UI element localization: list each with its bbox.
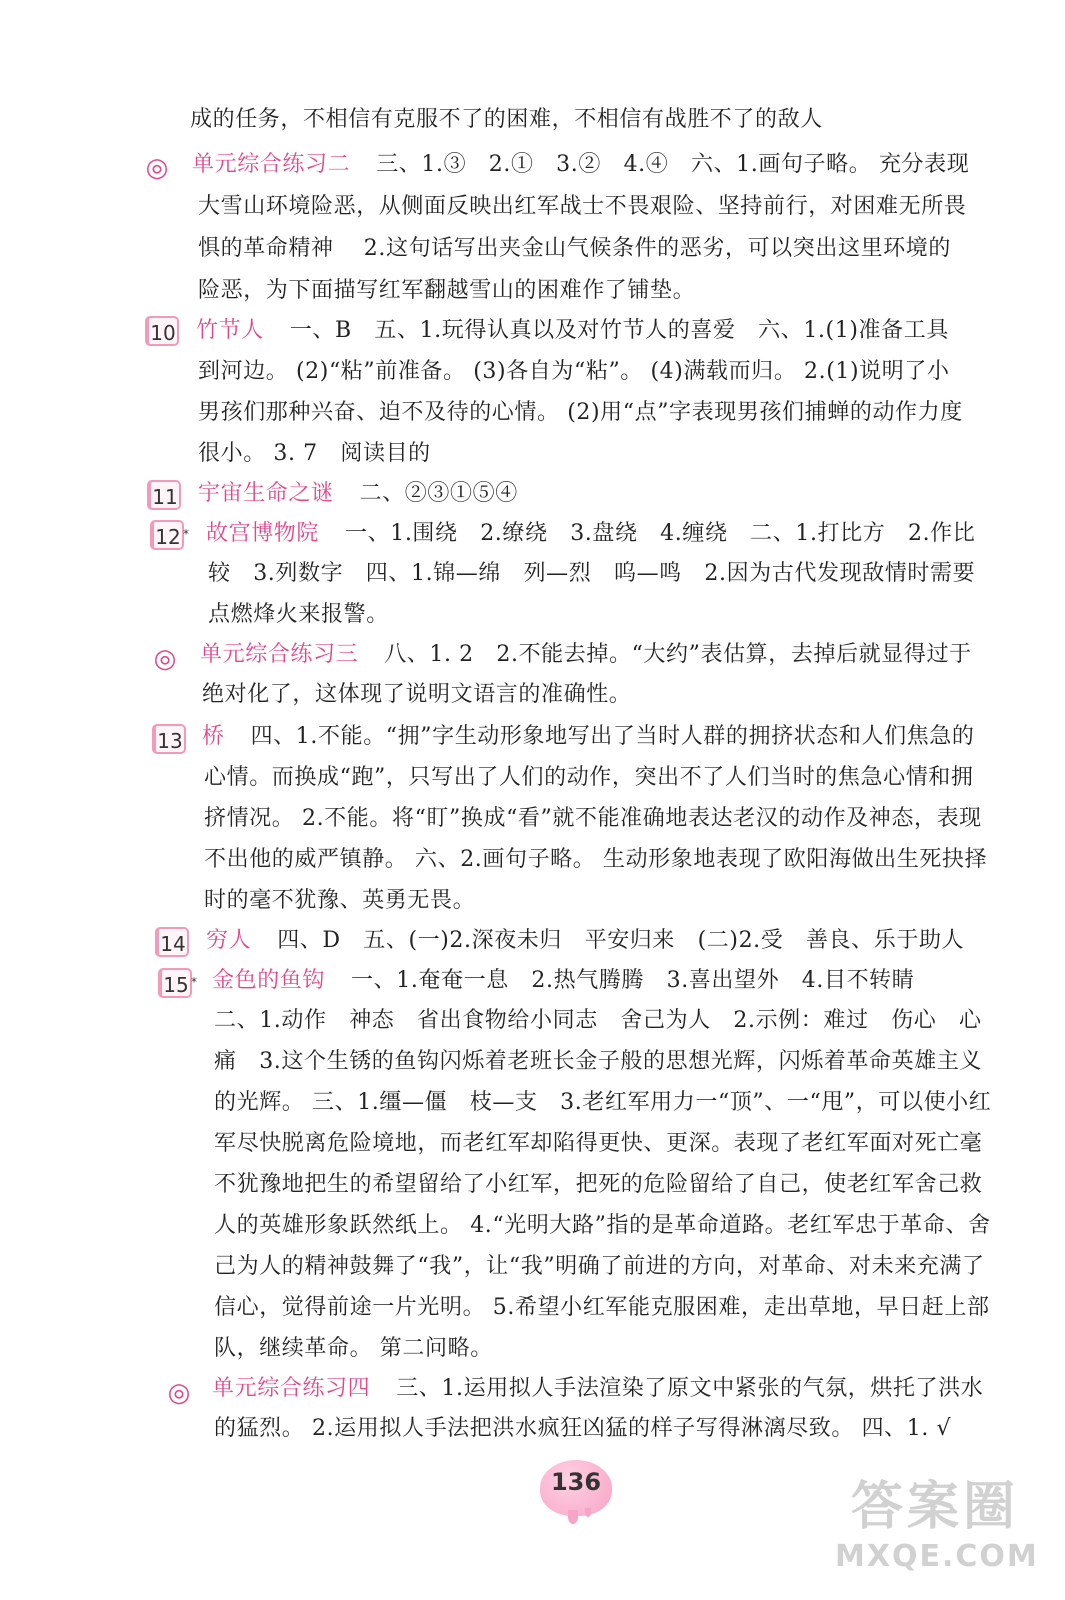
entry-title: 桥 xyxy=(202,724,225,749)
entry-title: 穷人 xyxy=(206,928,252,953)
target-icon: ◎ xyxy=(153,644,177,674)
lesson-number-badge: 14 xyxy=(155,927,189,957)
lesson-number-badge: 12 * xyxy=(150,520,184,550)
text-line: 男孩们那种兴奋、迫不及待的心情。 (2)用“点”字表现男孩们捕蝉的动作力度 xyxy=(198,400,963,425)
entry-first-line xyxy=(200,640,972,670)
decoration-drip xyxy=(585,1508,591,1517)
text-line: 到河边。 (2)“粘”前准备。 (3)各自为“粘”。 (4)满载而归。 2.(1)说明了小 xyxy=(198,359,950,384)
answer-text: 三、1.运用拟人手法渲染了原文中紧张的气氛，烘托了洪水 xyxy=(396,1376,984,1401)
text-line: 不犹豫地把生的希望留给了小红军，把死的危险留给了自己，使老红军舍己救 xyxy=(214,1172,983,1197)
text-line: 人的英雄形象跃然纸上。 4.“光明大路”指的是革命道路。老红军忠于革命、舍 xyxy=(214,1213,991,1238)
entry-title: 单元综合练习四 xyxy=(212,1376,371,1401)
lesson-number-badge: 10 xyxy=(145,316,179,346)
text-line: 二、1.动作 神态 省出食物给小同志 舍己为人 2.示例：难过 伤心 心 xyxy=(214,1008,982,1033)
target-icon: ◎ xyxy=(167,1378,191,1408)
lesson-number-badge: 15 * xyxy=(158,968,192,998)
text-line: 痛 3.这个生锈的鱼钩闪烁着老班长金子般的思想光辉，闪烁着革命英雄主义 xyxy=(214,1049,982,1074)
lesson-number-badge: 11 xyxy=(147,480,181,510)
decoration-drip xyxy=(568,1510,578,1524)
text-line: 成的任务，不相信有克服不了的困难，不相信有战胜不了的敌人 xyxy=(190,107,823,132)
text-line: 惧的革命精神 2.这句话写出夹金山气候条件的恶劣，可以突出这里环境的 xyxy=(198,236,951,261)
entry-first-line xyxy=(196,316,949,346)
answer-text: 一、B 五、1.玩得认真以及对竹节人的喜爱 六、1.(1)准备工具 xyxy=(289,318,949,343)
text-line: 绝对化了，这体现了说明文语言的准确性。 xyxy=(202,682,632,707)
entry-title: 金色的鱼钩 xyxy=(212,968,326,993)
entry-first-line xyxy=(212,966,914,996)
text-line: 很小。 3. 7 阅读目的 xyxy=(198,441,431,466)
answer-text: 四、1.不能。“拥”字生动形象地写出了当时人群的拥挤状态和人们焦急的 xyxy=(250,724,975,749)
text-line: 的光辉。 三、1.缰—僵 枝—支 3.老红军用力一“顶”、一“甩”，可以使小红 xyxy=(214,1090,992,1115)
answer-text: 一、1.围绕 2.缭绕 3.盘绕 4.缠绕 二、1.打比方 2.作比 xyxy=(345,521,976,546)
entry-title: 单元综合练习三 xyxy=(200,642,359,667)
text-line: 点燃烽火来报警。 xyxy=(208,602,389,627)
text-line: 军尽快脱离危险境地，而老红军却陷得更快、更深。表现了老红军面对死亡毫 xyxy=(214,1131,983,1156)
entry-title: 故宫博物院 xyxy=(206,521,320,546)
text-line: 己为人的精神鼓舞了“我”，让“我”明确了前进的方向，对革命、对未来充满了 xyxy=(214,1254,985,1279)
entry-first-line xyxy=(198,479,518,509)
answer-text: 四、D 五、(一)2.深夜未归 平安归来 (二)2.受 善良、乐于助人 xyxy=(277,928,965,953)
text-line: 较 3.列数字 四、1.锦—绵 列—烈 呜—鸣 2.因为古代发现敌情时需要 xyxy=(208,561,976,586)
page-number: 136 xyxy=(540,1460,612,1516)
entry-first-line xyxy=(206,926,964,956)
text-line: 大雪山环境险恶，从侧面反映出红军战士不畏艰险、坚持前行，对困难无所畏 xyxy=(198,194,967,219)
entry-first-line xyxy=(192,150,969,180)
answer-text: 二、②③①⑤④ xyxy=(359,481,518,506)
entry-first-line xyxy=(212,1374,983,1404)
text-line: 不出他的威严镇静。 六、2.画句子略。 生动形象地表现了欧阳海做出生死抉择 xyxy=(204,847,988,872)
text-line: 队，继续革命。 第二问略。 xyxy=(214,1336,493,1361)
text-line: 信心，觉得前途一片光明。 5.希望小红军能克服困难，走出草地，早日赶上部 xyxy=(214,1295,990,1320)
text-line: 时的毫不犹豫、英勇无畏。 xyxy=(204,888,476,913)
watermark-url: MXQE.COM xyxy=(835,1539,1039,1574)
entry-first-line xyxy=(206,519,975,549)
answer-text: 八、1. 2 2.不能去掉。“大约”表估算，去掉后就显得过于 xyxy=(384,642,972,667)
text-line: 险恶，为下面描写红军翻越雪山的困难作了铺垫。 xyxy=(198,278,696,303)
watermark-text: 答案圈 xyxy=(850,1477,1019,1537)
lesson-number-badge: 13 xyxy=(152,724,186,754)
entry-first-line xyxy=(202,722,975,752)
entry-title: 竹节人 xyxy=(196,318,264,343)
answer-text: 一、1.奄奄一息 2.热气腾腾 3.喜出望外 4.目不转睛 xyxy=(351,968,915,993)
target-icon: ◎ xyxy=(145,153,169,183)
text-line: 的猛烈。 2.运用拟人手法把洪水疯狂凶猛的样子写得淋漓尽致。 四、1. √ xyxy=(214,1416,952,1441)
answer-text: 三、1.③ 2.① 3.② 4.④ 六、1.画句子略。 充分表现 xyxy=(376,152,970,177)
entry-title: 单元综合练习二 xyxy=(192,152,351,177)
text-line: 心情。而换成“跑”，只写出了人们的动作，突出不了人们当时的焦急心情和拥 xyxy=(204,765,974,790)
entry-title: 宇宙生命之谜 xyxy=(198,481,334,506)
text-line: 挤情况。 2.不能。将“盯”换成“看”就不能准确地表达老汉的动作及神态，表现 xyxy=(204,806,982,831)
watermark-logo xyxy=(835,1475,1039,1585)
